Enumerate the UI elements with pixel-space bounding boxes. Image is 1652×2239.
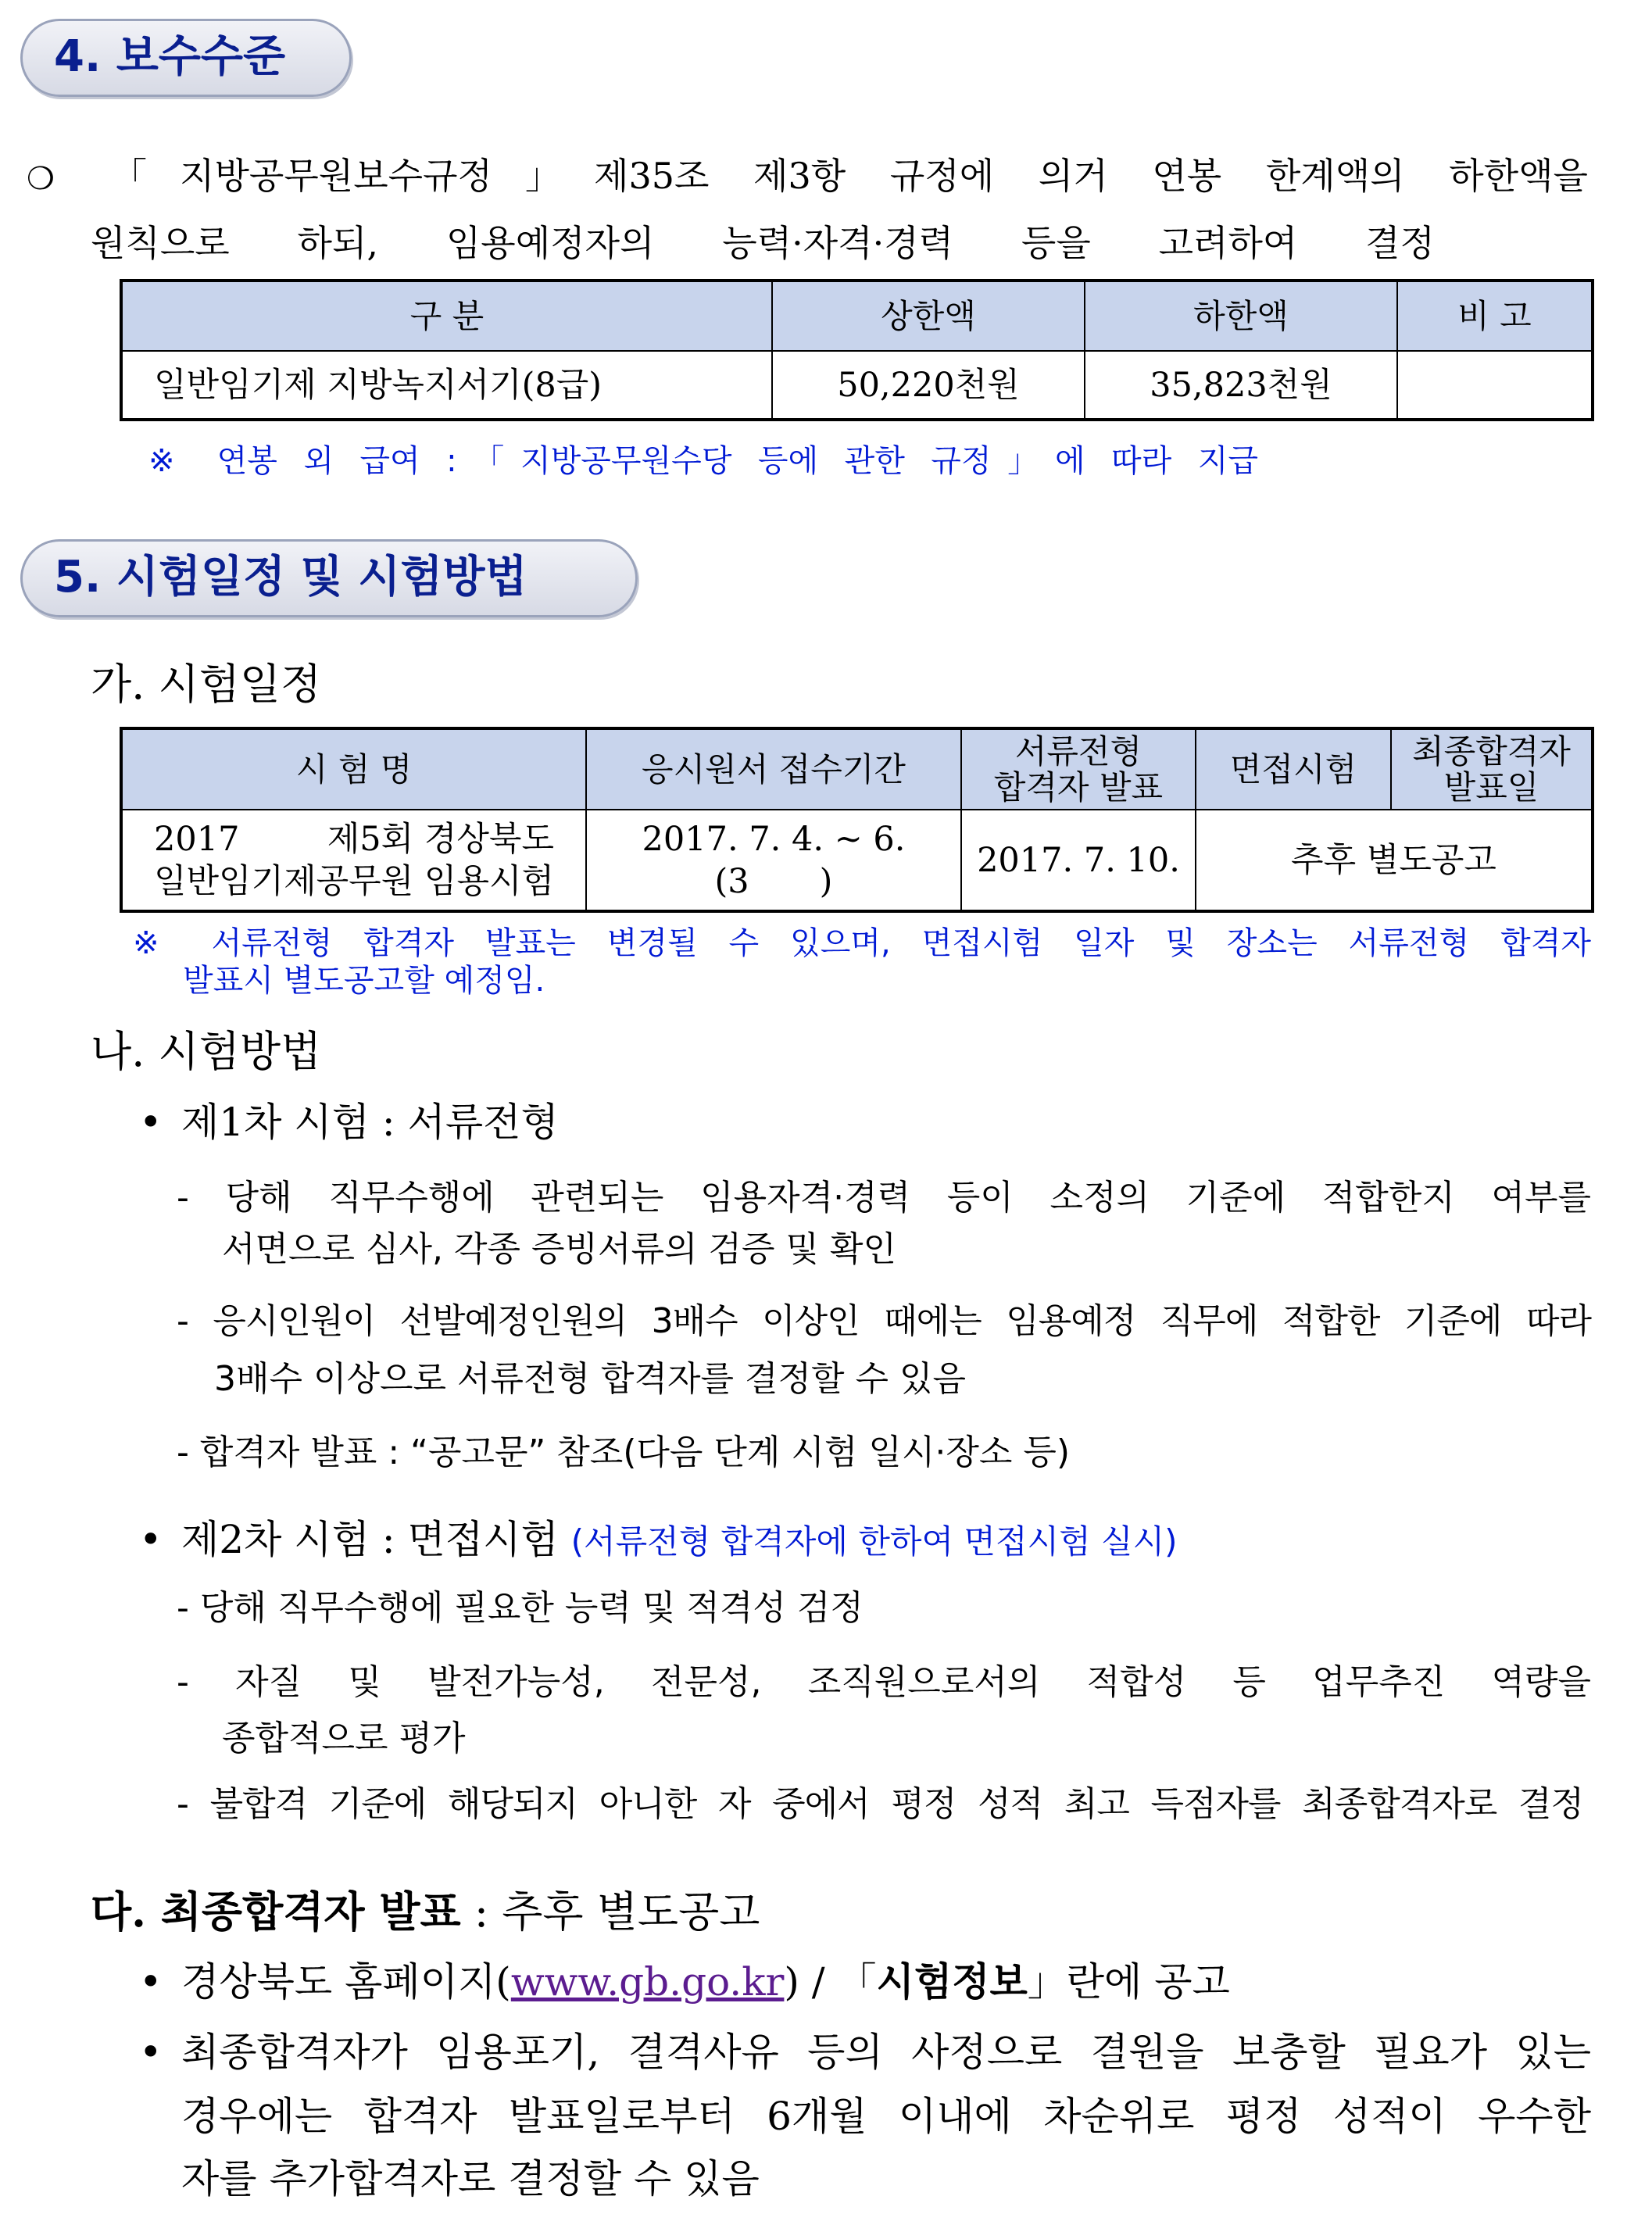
second-exam-item-2-line1: - 자질 및 발전가능성, 전문성, 조직원으로서의 적합성 등 업무추진 역량을 [177,1662,1591,1702]
schedule-period-line2 [587,860,960,903]
da-item-1-text-c: 」란에 공고 [1027,1959,1230,2005]
salary-table-row [121,351,1593,420]
homepage-link[interactable]: www.gb.go.kr [510,1959,785,2005]
schedule-exam-round: 제5회 경상북도 [327,819,554,859]
salary-header-category: 구 분 [121,281,772,351]
salary-cell-upper: 50,220천원 [772,351,1085,420]
salary-header-lower: 하한액 [1085,281,1397,351]
schedule-header-final [1391,728,1593,810]
schedule-header-interview: 면접시험 [1196,728,1391,810]
schedule-note-line-2: 발표시 별도공고할 예정임. [183,963,545,999]
second-exam-bullet-icon: • [139,1517,163,1562]
da-item-2-line1: 최종합격자가 임용포기, 결격사유 등의 사정으로 결원을 보충할 필요가 있는 [181,2030,1591,2075]
section-4-line-1: 「지방공무원보수규정」제35조 제3항 규정에 의거 연봉 한계액의 하한액을 [111,155,1588,197]
first-exam-item-2-line2: 3배수 이상으로 서류전형 합격자를 결정할 수 있음 [214,1359,966,1399]
salary-header-upper: 상한액 [772,281,1085,351]
schedule-header-doc [961,728,1196,810]
salary-note: ※ 연봉 외 급여 :「지방공무원수당 등에 관한 규정」에 따라 지급 [148,443,1258,479]
schedule-year: 2017 [154,819,240,859]
first-exam-item-1-line2: 서면으로 심사, 각종 증빙서류의 검증 및 확인 [222,1229,896,1269]
schedule-cell-name [121,810,586,911]
second-exam-note: (서류전형 합격자에 한하여 면접시험 실시) [570,1522,1178,1561]
salary-cell-position: 일반임기제 지방녹지서기(8급) [121,351,772,420]
da-item-2-bullet-icon: • [139,2030,163,2075]
schedule-header-doc-line2: 합격자 발표 [993,767,1164,807]
schedule-header-final-line1: 최종합격자 [1412,731,1571,771]
first-exam-bullet-icon: • [139,1100,163,1145]
section-4-title: 4. 보수수준 [54,31,286,82]
schedule-table [120,727,1594,913]
schedule-cell-later: 추후 별도공고 [1196,810,1593,911]
salary-header-remarks: 비 고 [1397,281,1593,351]
second-exam-item-2-line2: 종합적으로 평가 [222,1719,466,1758]
salary-cell-remarks [1397,351,1593,420]
subsection-ga-title: 가. 시험일정 [91,660,322,709]
da-item-1-text-a: 경상북도 홈페이지( [181,1959,511,2005]
schedule-note-line-1: ※ 서류전형 합격자 발표는 변경될 수 있으며, 면접시험 일자 및 장소는 서류전형 합격자 [133,925,1591,961]
section-5-title: 5. 시험일정 및 시험방법 [54,552,527,603]
schedule-period-days-open: (3 [714,861,749,901]
section-4-line-2: 원칙으로 하되, 임용예정자의 능력·자격·경력 등을 고려하여 결정 [91,222,1435,264]
second-exam-item-3: - 불합격 기준에 해당되지 아니한 자 중에서 평정 성적 최고 득점자를 최종합격자로 결정 [177,1784,1583,1824]
circle-bullet-icon: ❍ [27,161,55,197]
da-item-2-line2: 경우에는 합격자 발표일로부터 6개월 이내에 차순위로 평정 성적이 우수한 [181,2094,1591,2139]
section-4-header [20,19,352,97]
first-exam-item-1-line1: - 당해 직무수행에 관련되는 임용자격·경력 등이 소정의 기준에 적합한지 여부를 [177,1178,1591,1218]
first-exam-item-2-line1: - 응시인원이 선발예정인원의 3배수 이상인 때에는 임용예정 직무에 적합한 기준에 따라 [177,1301,1591,1341]
schedule-header-row [121,728,1593,810]
schedule-header-final-line2: 발표일 [1443,767,1539,807]
da-item-1-text-b: ) / 「 [784,1959,877,2005]
schedule-header-period: 응시원서 접수기간 [586,728,961,810]
second-exam-item-1: - 당해 직무수행에 필요한 능력 및 적격성 검정 [177,1588,864,1628]
first-exam-title: 제1차 시험 : 서류전형 [181,1100,559,1145]
section-5-header [20,539,638,617]
schedule-cell-period [586,810,961,911]
schedule-header-doc-line1: 서류전형 [1014,731,1142,771]
da-item-1-bullet-icon: • [139,1959,163,2005]
second-exam-title-row [181,1511,1178,1570]
schedule-period-days-close: ) [819,861,833,901]
subsection-da-title-rest: : 추후 별도공고 [460,1887,760,1937]
schedule-row [121,810,1593,911]
second-exam-title: 제2차 시험 : 면접시험 [181,1517,559,1562]
subsection-da-title-bold: 다. 최종합격자 발표 [91,1887,461,1937]
schedule-header-name: 시 험 명 [121,728,586,810]
schedule-cell-doc: 2017. 7. 10. [961,810,1196,911]
da-item-1-exam-info: 시험정보 [876,1958,1028,2005]
da-item-1 [181,1954,1230,2010]
first-exam-item-3: - 합격자 발표 : “공고문” 참조(다음 단계 시험 일시·장소 등) [177,1432,1071,1472]
subsection-na-title: 나. 시험방법 [91,1027,322,1076]
schedule-period-line1: 2017. 7. 4. ~ 6. [642,819,906,859]
salary-cell-lower: 35,823천원 [1085,351,1397,420]
schedule-cell-name-line1 [123,818,585,860]
salary-table [120,279,1594,421]
salary-table-header-row [121,281,1593,351]
schedule-cell-name-line2: 일반임기제공무원 임용시험 [153,861,555,901]
da-item-2-line3: 자를 추가합격자로 결정할 수 있음 [181,2156,760,2201]
subsection-da-title [91,1883,760,1940]
